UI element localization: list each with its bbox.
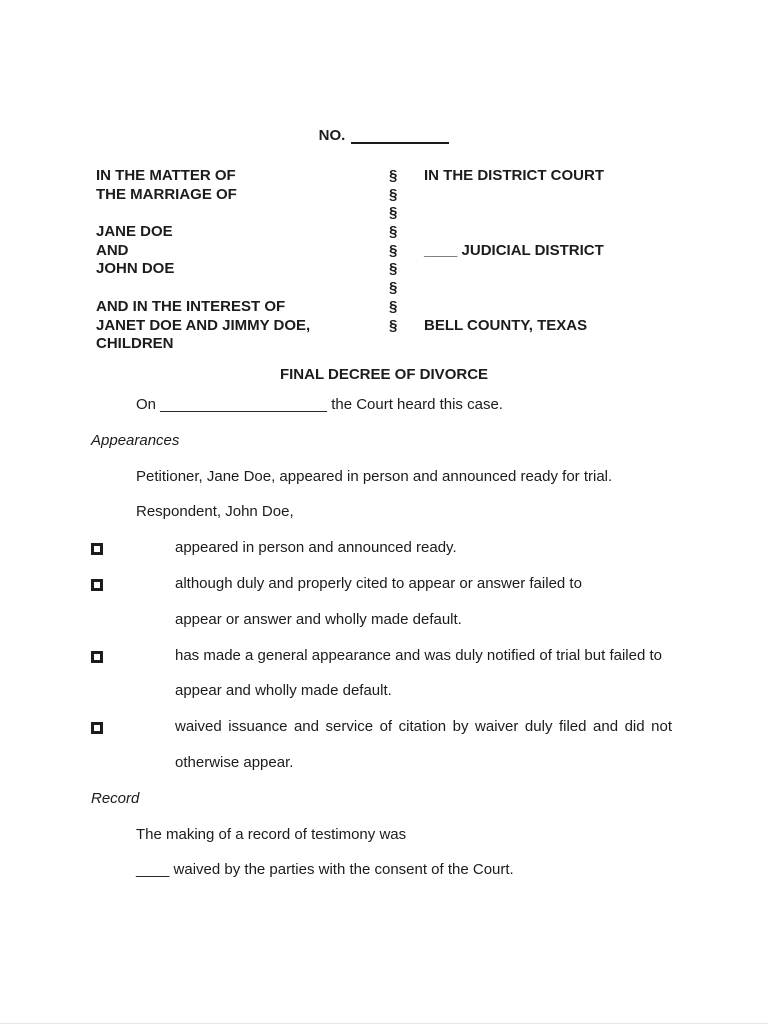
caption-text-line: AND (96, 241, 129, 259)
respondent-appearance-option-3 (91, 638, 681, 710)
caption-text-line: AND IN THE INTEREST OF (96, 297, 286, 315)
caption-court-column (424, 167, 604, 354)
caption-court-line (424, 260, 604, 279)
respondent-appearance-option-4 (91, 709, 681, 781)
caption-text-line: THE MARRIAGE OF (96, 185, 237, 203)
caption-text-line: IN THE MATTER OF (96, 167, 236, 184)
option-text (175, 709, 672, 781)
caption-court-line (424, 204, 604, 223)
caption-court-line (424, 335, 604, 354)
intro-line: On ____________________ the Court heard this case. (136, 396, 503, 413)
option-text (175, 566, 672, 638)
option-text-line: has made a general appearance and was duly notified of trial but failed to (175, 646, 662, 664)
section-symbol (389, 335, 397, 354)
appearances-heading: Appearances (91, 431, 180, 449)
record-heading: Record (91, 789, 140, 807)
option-text-line: although duly and properly cited to appear or answer failed to (175, 574, 582, 592)
option-text (175, 530, 672, 566)
checkbox[interactable] (91, 579, 103, 591)
checkbox[interactable] (91, 722, 103, 734)
section-symbol: § (389, 279, 398, 297)
record-line-2: ____ waived by the parties with the consent of the Court. (136, 861, 514, 879)
section-symbol: § (389, 297, 398, 315)
caption-text-line (96, 279, 310, 298)
section-symbol: § (389, 185, 398, 203)
caption-court-line (424, 279, 604, 298)
option-text-line: otherwise appear. (175, 753, 294, 771)
caption-text-line: JANE DOE (96, 223, 173, 241)
section-symbol: § (389, 241, 398, 259)
section-symbol: § (389, 316, 398, 334)
option-text-line: appear and wholly made default. (175, 682, 392, 700)
caption-court-line (424, 223, 604, 242)
respondent-line: Respondent, John Doe, (136, 503, 294, 521)
case-number-label: NO. (318, 127, 346, 144)
section-symbol: § (389, 204, 398, 222)
section-symbol: § (389, 167, 398, 184)
option-text-line: appeared in person and announced ready. (175, 539, 457, 557)
caption-court-line (424, 298, 604, 317)
option-text-line: appear or answer and wholly made default. (175, 610, 462, 628)
caption-court-line: BELL COUNTY, TEXAS (424, 316, 588, 334)
caption-text-line: JOHN DOE (96, 260, 175, 278)
respondent-appearance-option-2 (91, 566, 681, 638)
caption-court-line: ____ JUDICIAL DISTRICT (424, 241, 604, 259)
caption-text-line: CHILDREN (96, 335, 174, 353)
caption-text-line: JANET DOE AND JIMMY DOE, (96, 316, 311, 334)
respondent-appearance-option-1 (91, 530, 681, 566)
section-symbol: § (389, 223, 398, 241)
option-text-line: waived issuance and service of citation by waiver duly filed and did not (175, 718, 672, 736)
case-number-blank (351, 129, 449, 144)
document-body (91, 387, 681, 888)
document-title: FINAL DECREE OF DIVORCE (279, 366, 489, 383)
record-line-1: The making of a record of testimony was (136, 825, 407, 843)
petitioner-line: Petitioner, Jane Doe, appeared in person and announced ready for trial. (136, 467, 613, 485)
option-text (175, 638, 672, 710)
caption-court-line (424, 186, 604, 205)
section-symbol: § (389, 260, 398, 278)
caption-section-column (389, 167, 397, 354)
case-number-line (0, 127, 768, 144)
checkbox[interactable] (91, 543, 103, 555)
caption-text-line (96, 204, 310, 223)
caption-parties-column (96, 167, 310, 354)
checkbox[interactable] (91, 651, 103, 663)
caption-court-line: IN THE DISTRICT COURT (424, 167, 604, 184)
